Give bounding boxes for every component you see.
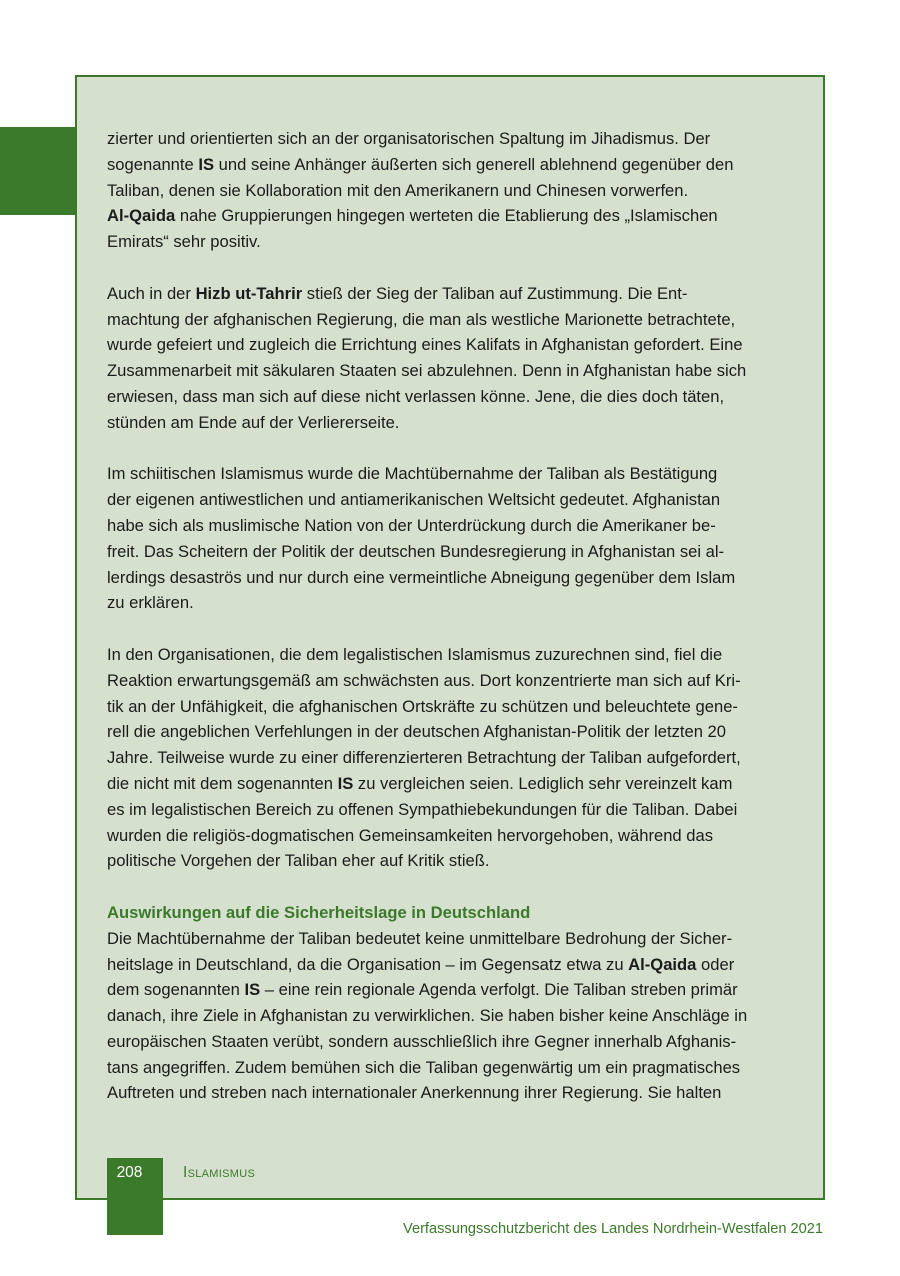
page-number: 208 <box>116 1164 143 1181</box>
text-run: heitslage in Deutschland, da die Organisation – im Gegensatz etwa zu <box>107 954 629 974</box>
text-line: Auftreten und streben nach internationaler Anerkennung ihrer Regierung. Sie halten <box>107 1083 722 1103</box>
text-line: politische Vorgehen der Taliban eher auf Kritik stieß. <box>107 851 490 871</box>
text-line: zu erklären. <box>107 593 194 613</box>
text-line: Die Machtübernahme der Taliban bedeutet keine unmittelbare Bedrohung der Sicher- <box>107 928 733 948</box>
text-run: oder <box>696 954 735 974</box>
section-heading: Auswirkungen auf die Sicherheitslage in Deutschland <box>107 902 531 922</box>
text-line: wurde gefeiert und zugleich die Errichtung eines Kalifats in Afghanistan gefordert. Eine <box>107 335 743 355</box>
text-line <box>107 152 802 178</box>
text-line <box>107 952 802 978</box>
text-line: lerdings desaströs und nur durch eine vermeintliche Abneigung gegenüber dem Islam <box>107 567 736 587</box>
text-line: danach, ihre Ziele in Afghanistan zu verwirklichen. Sie haben bisher keine Anschläge in <box>107 1006 748 1026</box>
text-line: es im legalistischen Bereich zu offenen Sympathiebekundungen für die Taliban. Dabei <box>107 799 738 819</box>
paragraph-hizb-ut-tahrir <box>107 281 802 436</box>
text-run: – eine rein regionale Agenda verfolgt. Die Taliban streben primär <box>260 980 738 1000</box>
text-line <box>107 203 802 229</box>
text-line: Taliban, denen sie Kollaboration mit den Amerikanern und Chinesen vorwerfen. <box>107 180 689 200</box>
text-line: europäischen Staaten verübt, sondern ausschließlich ihre Gegner innerhalb Afghanis- <box>107 1031 737 1051</box>
text-run: nahe Gruppierungen hingegen werteten die Etablierung des „Islamischen <box>175 206 718 226</box>
text-run: zu vergleichen seien. Lediglich sehr vereinzelt kam <box>353 773 733 793</box>
text-line: erwiesen, dass man sich auf diese nicht verlassen könne. Jene, die dies doch täten, <box>107 386 725 406</box>
text-line: stünden am Ende auf der Verliererseite. <box>107 412 400 432</box>
text-line: Emirats“ sehr positiv. <box>107 232 261 252</box>
text-run: dem sogenannten <box>107 980 245 1000</box>
paragraph-legalist-islamism <box>107 642 802 874</box>
text-line <box>107 977 802 1003</box>
text-line: zierter und orientierten sich an der organisatorischen Spaltung im Jihadismus. Der <box>107 129 711 148</box>
text-line: wurden die religiös-dogmatischen Gemeinsamkeiten hervorgehoben, während das <box>107 825 714 845</box>
term-hizb-ut-tahrir: Hizb ut-Tahrir <box>195 283 303 303</box>
text-run: und seine Anhänger äußerten sich generell ablehnend gegenüber den <box>214 154 734 174</box>
text-run: sogenannte <box>107 154 199 174</box>
text-line <box>107 771 802 797</box>
text-run: die nicht mit dem sogenannten <box>107 773 338 793</box>
text-line: Im schiitischen Islamismus wurde die Machtübernahme der Taliban als Bestätigung <box>107 464 718 484</box>
text-line: Zusammenarbeit mit säkularen Staaten sei abzulehnen. Denn in Afghanistan habe sich <box>107 361 747 381</box>
text-line: rell die angeblichen Verfehlungen in der deutschen Afghanistan-Politik der letzten 20 <box>107 722 726 742</box>
text-run: stieß der Sieg der Taliban auf Zustimmung. Die Ent- <box>302 283 688 303</box>
text-line <box>107 281 802 307</box>
running-section-title: Islamismus <box>183 1164 256 1181</box>
text-line: Reaktion erwartungsgemäß am schwächsten aus. Dort konzentrierte man sich auf Kri- <box>107 670 741 690</box>
text-line: In den Organisationen, die dem legalistischen Islamismus zuzurechnen sind, fiel die <box>107 644 723 664</box>
paragraph-jihadism <box>107 126 802 255</box>
term-al-qaida: Al-Qaida <box>107 206 176 226</box>
text-line: der eigenen antiwestlichen und antiamerikanischen Weltsicht gedeutet. Afghanistan <box>107 490 721 510</box>
text-line: machtung der afghanischen Regierung, die man als westliche Marionette betrachtete, <box>107 309 736 329</box>
term-is: IS <box>244 980 261 1000</box>
text-run: Auch in der <box>107 283 196 303</box>
term-is: IS <box>337 773 354 793</box>
paragraph-shiite-islamism <box>107 461 802 616</box>
side-tab-marker <box>0 127 77 215</box>
main-text <box>107 126 802 1106</box>
term-is: IS <box>198 154 215 174</box>
page-number-box <box>107 1158 163 1235</box>
term-al-qaida: Al-Qaida <box>628 954 697 974</box>
text-line: Jahre. Teilweise wurde zu einer differenzierteren Betrachtung der Taliban aufgefordert, <box>107 748 741 768</box>
text-line: freit. Das Scheitern der Politik der deutschen Bundesregierung in Afghanistan sei al- <box>107 541 725 561</box>
text-line: tans angegriffen. Zudem bemühen sich die Taliban gegenwärtig um ein pragmatisches <box>107 1057 741 1077</box>
publication-footer: Verfassungsschutzbericht des Landes Nordrhein-Westfalen 2021 <box>403 1221 823 1237</box>
section-security-germany <box>107 900 802 1106</box>
text-line: tik an der Unfähigkeit, die afghanischen Ortskräfte zu schützen und beleuchtete gene- <box>107 696 738 716</box>
text-line: habe sich als muslimische Nation von der Unterdrückung durch die Amerikaner be- <box>107 515 716 535</box>
